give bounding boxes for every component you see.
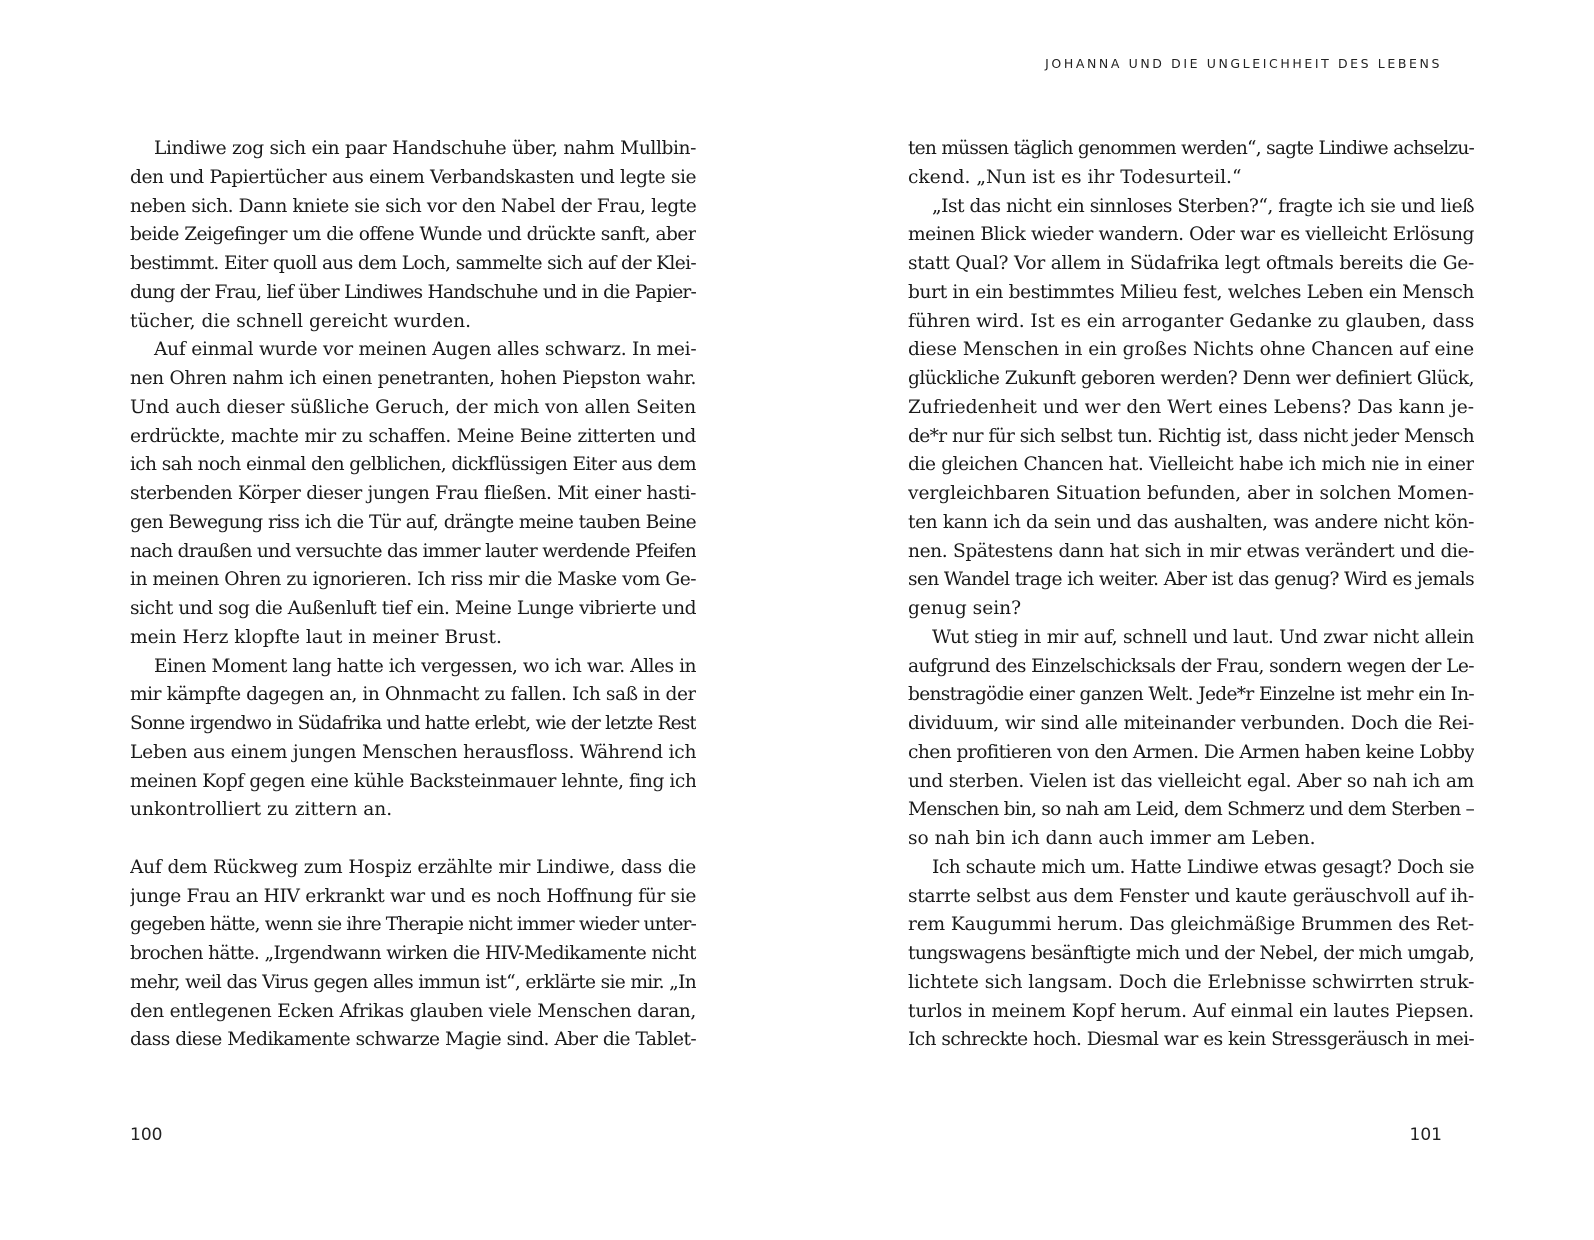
text-line: glückliche Zukunft geboren werden? Denn wer definiert Glück, (908, 368, 1474, 389)
text-line: Zufriedenheit und wer den Wert eines Lebens? Das kann je- (908, 396, 1474, 418)
text-line: starrte selbst aus dem Fenster und kaute geräuschvoll auf ih- (908, 885, 1474, 907)
text-line: sterbenden Körper dieser jungen Frau fließen. Mit einer hasti- (130, 483, 696, 504)
text-line: turlos in meinem Kopf herum. Auf einmal ein lautes Piepsen. (908, 1000, 1474, 1022)
text-line: führen wird. Ist es ein arroganter Gedanke zu glauben, dass (908, 310, 1474, 332)
text-line: dass diese Medikamente schwarze Magie sind. Aber die Tablet- (130, 1029, 696, 1051)
text-line: tungswagens besänftigte mich und der Nebel, der mich umgab, (908, 943, 1474, 964)
text-line: Ich schaute mich um. Hatte Lindiwe etwas gesagt? Doch sie (932, 856, 1474, 878)
text-line: aufgrund des Einzelschicksals der Frau, sondern wegen der Le- (908, 655, 1474, 677)
text-line: statt Qual? Vor allem in Südafrika legt oftmals bereits die Ge- (908, 253, 1474, 274)
text-line: so nah bin ich dann auch immer am Leben. (908, 828, 1316, 849)
right-page (797, 0, 1594, 1240)
text-line: Auf einmal wurde vor meinen Augen alles schwarz. In mei- (154, 339, 696, 361)
text-line: mehr, weil das Virus gegen alles immun ist“, erklärte sie mir. „In (130, 971, 696, 993)
text-line: dung der Frau, lief über Lindiwes Handschuhe und in die Papier- (130, 281, 696, 303)
text-line: ckend. „Nun ist es ihr Todesurteil.“ (908, 166, 1242, 188)
text-line: Einen Moment lang hatte ich vergessen, wo ich war. Alles in (154, 655, 696, 677)
text-line: ten kann ich da sein und das aushalten, was andere nicht kön- (908, 511, 1474, 533)
text-line: ten müssen täglich genommen werden“, sagte Lindiwe achselzu- (908, 138, 1474, 159)
text-line: meinen Blick wieder wandern. Oder war es vielleicht Erlösung (908, 224, 1474, 246)
text-line: Sonne irgendwo in Südafrika und hatte erlebt, wie der letzte Rest (130, 713, 696, 734)
text-line: diese Menschen in ein großes Nichts ohne Chancen auf eine (908, 339, 1474, 361)
text-line: de*r nur für sich selbst tun. Richtig ist, dass nicht jeder Mensch (908, 425, 1474, 447)
text-line: chen profitieren von den Armen. Die Armen haben keine Lobby (908, 741, 1474, 763)
text-line: erdrückte, machte mir zu schaffen. Meine Beine zitterten und (130, 425, 696, 447)
text-line: benstragödie einer ganzen Welt. Jede*r Einzelne ist mehr ein In- (908, 684, 1474, 706)
text-line: Lindiwe zog sich ein paar Handschuhe über, nahm Mullbin- (154, 138, 696, 159)
text-line: Leben aus einem jungen Menschen herausfloss. Während ich (130, 741, 696, 763)
text-line: gegeben hätte, wenn sie ihre Therapie nicht immer wieder unter- (130, 914, 696, 936)
text-line (130, 825, 696, 854)
text-line: brochen hätte. „Irgendwann wirken die HIV-Medikamente nicht (130, 943, 696, 964)
text-line: „Ist das nicht ein sinnloses Sterben?“, fragte ich sie und ließ (932, 195, 1474, 217)
text-line: mir kämpfte dagegen an, in Ohnmacht zu fallen. Ich saß in der (130, 684, 696, 706)
text-line: Ich schreckte hoch. Diesmal war es kein Stressgeräusch in mei- (908, 1029, 1474, 1051)
text-line: gen Bewegung riss ich die Tür auf, drängte meine tauben Beine (130, 511, 696, 533)
text-line: rem Kaugummi herum. Das gleichmäßige Brummen des Ret- (908, 914, 1474, 936)
page-number-right: 101 (1409, 1125, 1442, 1145)
left-page-body-text (130, 135, 696, 1055)
text-line: in meinen Ohren zu ignorieren. Ich riss mir die Maske vom Ge- (130, 569, 696, 591)
page-number-left: 100 (130, 1125, 163, 1145)
text-line: die gleichen Chancen hat. Vielleicht habe ich mich nie in einer (908, 454, 1474, 476)
text-line: nen Ohren nahm ich einen penetranten, hohen Piepston wahr. (130, 368, 696, 389)
text-line: Auf dem Rückweg zum Hospiz erzählte mir Lindiwe, dass die (130, 856, 696, 878)
text-line: den und Papiertücher aus einem Verbandskasten und legte sie (130, 166, 696, 188)
text-line: neben sich. Dann kniete sie sich vor den Nabel der Frau, legte (130, 195, 696, 217)
text-line: Und auch dieser süßliche Geruch, der mich von allen Seiten (130, 396, 696, 418)
text-line: unkontrolliert zu zittern an. (130, 799, 393, 821)
right-page-body-text (908, 135, 1474, 1055)
text-line: lichtete sich langsam. Doch die Erlebnisse schwirrten struk- (908, 971, 1474, 993)
text-line: junge Frau an HIV erkrankt war und es noch Hoffnung für sie (130, 885, 696, 907)
text-line: genug sein? (908, 598, 1022, 619)
text-line: nen. Spätestens dann hat sich in mir etwas verändert und die- (908, 540, 1474, 562)
text-line: tücher, die schnell gereicht wurden. (130, 310, 472, 332)
text-line: vergleichbaren Situation befunden, aber in solchen Momen- (908, 483, 1474, 504)
text-line: nach draußen und versuchte das immer lauter werdende Pfeifen (130, 540, 696, 562)
text-line: bestimmt. Eiter quoll aus dem Loch, sammelte sich auf der Klei- (130, 253, 696, 274)
text-line: beide Zeigefinger um die offene Wunde und drückte sanft, aber (130, 224, 696, 246)
text-line: sicht und sog die Außenluft tief ein. Meine Lunge vibrierte und (130, 598, 696, 619)
text-line: burt in ein bestimmtes Milieu fest, welches Leben ein Mensch (908, 281, 1474, 303)
running-head: JOHANNA UND DIE UNGLEICHHEIT DES LEBENS (1045, 56, 1442, 71)
text-line: dividuum, wir sind alle miteinander verbunden. Doch die Rei- (908, 713, 1474, 734)
text-line: meinen Kopf gegen eine kühle Backsteinmauer lehnte, fing ich (130, 770, 696, 792)
text-line: sen Wandel trage ich weiter. Aber ist das genug? Wird es jemals (908, 569, 1474, 591)
text-line: und sterben. Vielen ist das vielleicht egal. Aber so nah ich am (908, 770, 1474, 792)
text-line: Menschen bin, so nah am Leid, dem Schmerz und dem Sterben – (908, 799, 1474, 821)
text-line: mein Herz klopfte laut in meiner Brust. (130, 626, 502, 648)
text-line: Wut stieg in mir auf, schnell und laut. Und zwar nicht allein (932, 626, 1474, 648)
text-line: ich sah noch einmal den gelblichen, dickflüssigen Eiter aus dem (130, 454, 696, 476)
text-line: den entlegenen Ecken Afrikas glauben viele Menschen daran, (130, 1000, 696, 1022)
